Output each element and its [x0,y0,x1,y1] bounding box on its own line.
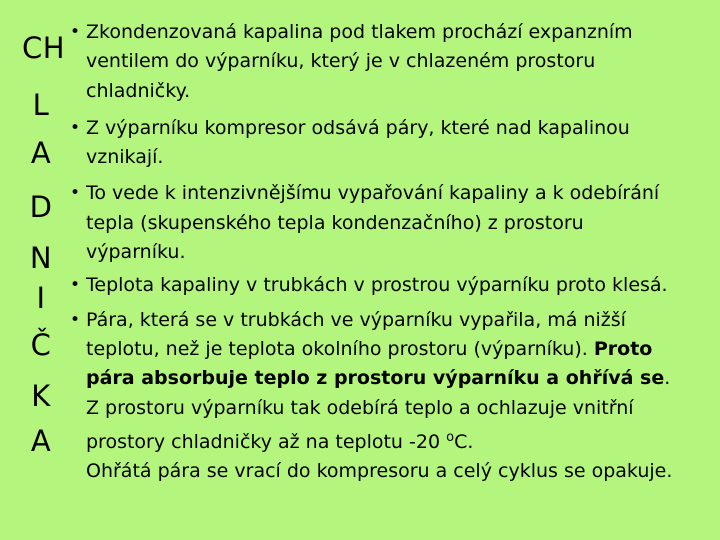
bullet-item [70,18,715,106]
title-letter: D [29,190,53,224]
bullet-text-line: Pára, která se v trubkách ve výparníku vypařila, má nižší [86,308,626,331]
text-run: C. [454,430,474,453]
bullet-text-line: Teplota kapaliny v trubkách v prostrou výparníku proto klesá. [86,274,668,297]
bullet-text-line: Z výparníku kompresor odsává páry, které nad kapalinou [86,116,630,139]
bullet-dot: • [70,275,81,296]
bullet-text-line: výparníku. [86,241,186,264]
bullet-dot: • [70,117,81,138]
bullet-item [70,306,715,487]
bullet-dot: • [70,22,81,42]
title-letter: I [36,281,46,315]
title-letter: A [30,424,52,458]
bullet-text-line: vznikají. [86,146,164,169]
bullet-text-line: chladničky. [86,79,191,102]
bullet-text-line: tepla (skupenského tepla kondenzačního) z prostoru [86,211,584,234]
bold-text-run: pára absorbuje teplo z prostoru výparníku a ohřívá se [86,367,665,390]
text-run: . [664,367,671,390]
degree-sign: o [446,429,455,445]
bullet-text-line: To vede k intenzivnějšímu vypařování kapaliny a k odebírání [86,182,660,205]
bullet-text-line: Z prostoru výparníku tak odebírá teplo a ochlazuje vnitřní [86,396,634,419]
bullet-text-line [86,423,715,457]
title-letter: Č [30,328,52,362]
bullet-item [70,114,715,173]
bullet-dot: • [70,309,81,330]
title-letter: L [32,88,50,122]
bullet-text-line: Zkondenzovaná kapalina pod tlakem prochází expanzním [86,21,633,43]
bullet-text-line: ventilem do výparníku, který je v chlazeném prostoru [86,50,596,73]
title-letter: CH [22,31,66,65]
bullet-list [70,18,715,486]
bullet-text-line [86,364,715,393]
bullet-item [70,179,715,267]
bullet-dot: • [70,183,81,204]
bullet-text-line: Ohřátá pára se vrací do kompresoru a celý cyklus se opakuje. [86,460,673,483]
text-run: prostory chladničky až na teplotu -20 [86,430,447,453]
title-letter: A [30,136,52,170]
title-letter: N [29,241,53,275]
text-run: teplotu, než je teplota okolního prostoru (výparníku). [86,337,594,360]
bold-text-run: Proto [593,337,653,360]
bullet-text-line [86,335,715,364]
bullet-item [70,271,715,300]
title-letter: K [31,379,51,413]
